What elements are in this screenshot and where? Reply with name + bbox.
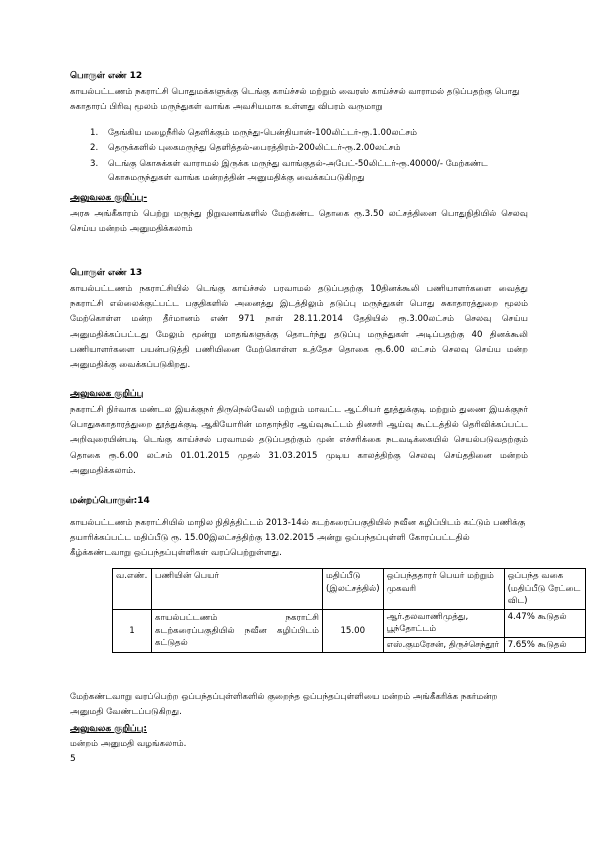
item-14-note-text: மன்றம் அனுமதி வழங்கலாம். bbox=[70, 739, 187, 749]
page-number: 5 bbox=[70, 754, 76, 764]
item-12-note-text: அரசு அங்கீகாரம் பெற்று மருந்து நிறுவனங்களில் மேற்கண்ட தொகை ரூ.3.50 லட்சத்தினை பொதுநிதியில் செலவு செய்ய மன்றம் அனுமதிக்கலாம் bbox=[70, 209, 528, 235]
item-12-intro: காயல்பட்டணம் நகராட்சி பொதுமக்களுக்கு டெங்கு காய்ச்சல் மற்றும் வைரஸ் காய்ச்சல் வாராமல் தடுப்பதற்கு பொது சுகாதாரப் பிரிவு மூலம் மருந்துகள் வாங்க அவசியமாக உள்ளது விபரம் வருமாறு bbox=[70, 87, 520, 113]
cell-estimate: 15.00 bbox=[323, 609, 384, 653]
column-header-rate: ஒப்பந்த வகை (மதிப்பீடு ரேட்டை விட) bbox=[504, 569, 585, 610]
list-item-text: தெருக்களில் புகைமருந்து தெளித்தல்-பைரத்திரம்-200லிட்டர்-ரூ.2.00லட்சம் bbox=[108, 143, 401, 154]
item-14-body: காயல்பட்டணம் நகராட்சியில் மாநில நிதித்திட்டம் 2013-14ல் கடற்கரைப்பகுதியில் நவீன கழிப்பிடம் கட்டும் பணிக்கு தயாரிக்கப்பட்ட மதிப்பீடு ரூ. 15.00இலட்சத்திற்கு 13.02.2015 அன்று ஒப்பந்தப்புள்ளி கோரப்பட்டதில் கீழ்க்கண்டவாறு ஒப்பந்தப்புள்ளிகள் வரப்பெற்றுள்ளது. bbox=[70, 518, 526, 559]
table-header-row bbox=[113, 569, 586, 610]
column-header-contractor: ஒப்பந்ததாரர் பெயர் மற்றும் முகவரி bbox=[383, 569, 504, 610]
item-13-note-heading: அலுவலக குறிப்பு bbox=[70, 389, 144, 399]
list-item-number: 3. bbox=[90, 158, 99, 169]
column-header-estimate: மதிப்பீடு (இலட்சத்தில்) bbox=[323, 569, 384, 610]
list-item bbox=[70, 141, 528, 155]
list-item-text: டெங்கு கொசுக்கள் வாராமல் இருக்க மருந்து வாங்குதல்-அபேட்-50லிட்டர்-ரூ.40000/- மேற்கண்ட கொசுமருந்துகள் வாங்க மன்றத்தின் அனுமதிக்கு வைக்கப்படுகிறது bbox=[108, 158, 488, 184]
cell-contractor: ஆர்.தலவாணிமுத்து, பூந்தோட்டம் bbox=[383, 609, 504, 637]
item-12-heading: பொருள் எண் 12 bbox=[70, 71, 143, 81]
column-header-work: பணியின் பெயர் bbox=[152, 569, 323, 610]
list-item bbox=[70, 157, 528, 186]
cell-work: காயல்பட்டணம் நகராட்சி கடற்கரைப்பகுதியில் நவீன கழிப்பிடம் கட்டுதல் bbox=[152, 609, 323, 653]
item-14-closing: மேற்கண்டவாறு வரப்பெற்ற ஒப்பந்தப்புள்ளிகளில் குறைந்த ஒப்பந்தப்புள்ளியை மன்றம் அங்கீகரிக்க நகர்மன்ற அனுமதி வேண்டப்படுகிறது. bbox=[70, 692, 498, 718]
cell-rate: 7.65% கூடுதல் bbox=[504, 637, 585, 653]
cell-rate: 4.47% கூடுதல் bbox=[504, 609, 585, 637]
item-13-note-text: நகராட்சி நிர்வாக மண்டல இயக்குநர் திருநெல்வேலி மற்றும் மாவட்ட ஆட்சியர் தூத்துக்குடி மற்றும் துணை இயக்குநர் பொதுசுகாதாரத்துறை தூத்துக்குடி ஆகியோரின் மாதாந்திர ஆய்வுகூட்டம் தினசரி ஆய்வு கூட்டத்தில் தெரிவிக்கப்பட்ட அறிவுரையின்படி டெங்கு காய்ச்சல் பரவாமல் தடுப்பதற்கும் முன் எச்சரிக்கை நடவடிக்கையில் செயல்படுவதற்கும் தொகை ரூ.6.00 லட்சம் 01.01.2015 முதல் 31.03.2015 முடிய காலத்திற்கு செலவு செய்ததினை மன்றம் அனுமதிக்கலாம். bbox=[70, 405, 528, 476]
item-13-body: காயல்பட்டணம் நகராட்சியில் டெங்கு காய்ச்சல் பரவாமல் தடுப்பதற்கு 10தினக்கூலி பணியாளர்களை வைத்து நகராட்சி எல்லைக்குட்பட்ட பகுதிகளில் அனைத்து இடத்திலும் தடுப்பு மருந்துகள் பொது சுகாதாரத்துறை மூலம் மேற்கொள்ள மன்ற தீர்மானம் எண் 971 நாள் 28.11.2014 தேதியில் ரூ.3.00லட்சம் செலவு செய்ய அனுமதிக்கப்பட்டது மேலும் மூன்று மாதங்களுக்கு தொடர்ந்து தடுப்பு மருந்துகள் அடிப்பதற்கு 40 தினக்கூலி பணியாளர்களை பயன்படுத்தி பணியினை மேற்கொள்ள உத்தேச தொகை ரூ.6.00 லட்சம் செலவு செய்ய மன்ற அனுமதிக்கு வைக்கப்படுகிறது. bbox=[70, 284, 528, 371]
list-item bbox=[70, 126, 528, 140]
cell-sno: 1 bbox=[113, 609, 152, 653]
tender-table bbox=[112, 568, 586, 653]
item-14-note-heading: அலுவலக குறிப்பு: bbox=[70, 724, 147, 734]
column-header-sno: வ.எண். bbox=[113, 569, 152, 610]
item-14-heading: மன்றப்பொருள்:14 bbox=[70, 496, 150, 506]
item-12-list bbox=[70, 126, 528, 187]
list-item-number: 1. bbox=[90, 128, 99, 138]
item-13-heading: பொருள் எண் 13 bbox=[70, 268, 143, 278]
table-row bbox=[113, 609, 586, 637]
list-item-number: 2. bbox=[90, 143, 99, 154]
item-12-note-heading: அலுவலக குறிப்பு- bbox=[70, 193, 148, 203]
list-item-text: தேங்கிய மழைநீரில் தெளிக்கும் மருந்து-பென்தியான்-100லிட்டர்-ரூ.1.00லட்சம் bbox=[108, 128, 418, 138]
cell-contractor: எஸ்.குமரேசன், திருச்செந்தூர் bbox=[383, 637, 504, 653]
